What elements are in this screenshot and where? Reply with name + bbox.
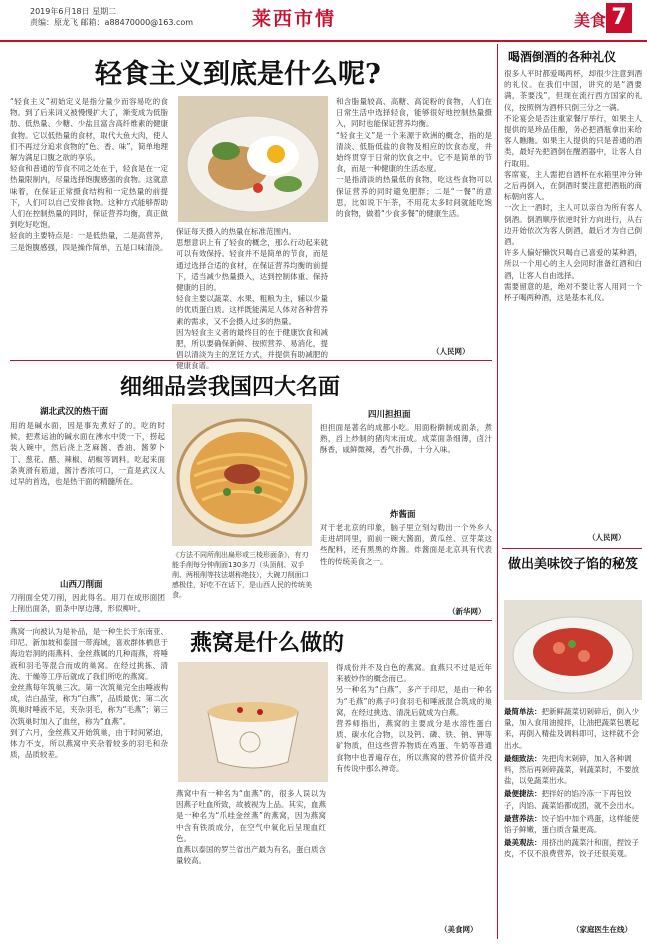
- article-body: 刀削面全凭刀削，因此得名。用刀在成形面团上削出面条，面条中厚边薄，形似柳叶。: [10, 593, 165, 614]
- column-divider: [497, 44, 498, 939]
- article-subheading: 四川担担面: [368, 410, 411, 420]
- birdsnest-photo: [178, 662, 328, 782]
- article-title: 细细品尝我国四大名面: [120, 374, 341, 400]
- section-name: 美食: [574, 11, 607, 30]
- sidebar-title: 喝酒倒酒的各种礼仪: [508, 50, 617, 64]
- article-subheading: 山西刀削面: [60, 580, 103, 590]
- issue-date: 2019年6月18日 星期二: [30, 7, 117, 16]
- tips-list: [504, 706, 642, 918]
- sidebar-body: 很多人平时都爱喝两杯，却很少注意到酒的礼仪。在我们中国，讲究的是“酒要满，茶要浅”，但现在流行西方国家的礼仪，按照例为酒杯只倒三分之一满。 不论宴会是否注重家餐厅举行，如果主人提供的是珍品佳酿，务必把酒瓶拿出来给客人瞧瞧。如果主人提供的只是普通的酒类，最好先把酒倒在醒酒器中，让客人自行取用。 客席宴，主人需把自酒杯在水箱里冲分钟之后再倒入，在倒酒时要注意把酒瓶的商标朝向客人。 一次上一酒时，主人可以亲自为所有客人倒酒。倒酒顺序依逆时针方向进行，从右边开始依次为客人倒酒，最后才为自己倒酒。 许多人偏好懒饮只喝自己喜爱的某种酒，所以一个用心的主人会同时准备红酒和白酒，让客人自由选择。 需要留意的是，绝对不要让客人用同一个杯子喝两种酒，这是基本礼仪。: [504, 69, 642, 303]
- tip-text: 先把肉末剁碎，加入各种调料，然后再剁碎蔬菜，剁蔬菜时，不要放盐，以免蔬菜出水。: [504, 753, 639, 786]
- sidebar-title: 做出美味饺子馅的秘笈: [508, 557, 639, 572]
- newspaper-logo: 莱西市情: [252, 8, 337, 30]
- section-divider: [10, 620, 492, 621]
- article-body: 燕窝一向被认为是补品，是一种生长于东南亚、印尼、新加坡和泰国一带海域，喜欢群体栖息于海边岩洞的雨燕科、金丝燕属的几种雨燕，将唾液和羽毛等混合而成的巢窝。在经过挑拣、清洗、干燥等工序后就成了我们所吃的燕窝。 金丝燕每年筑巢三次。第一次筑巢完全由唾液构成，洁白晶莹，称为“白燕”，品质最优；第二次筑巢时唾液不足，夹杂羽毛，称为“毛燕”；第三次筑巢时加入了血丝，称为“血燕”。 到了六月，金丝燕又开始筑巢，由于时间紧迫，体力不支，所以燕窝中夹杂着较多的羽毛和杂质，品质较差。: [10, 627, 168, 760]
- header-meta: [30, 6, 193, 28]
- sidebar-source: （人民网）: [588, 533, 626, 542]
- article-body: 燕窝中有一种名为“血燕”的，很多人误以为因燕子吐血所致，故被视为上品。其实，血燕是一种名为“爪哇金丝燕”的燕窝，因为燕窝中含有铁质成分，在空气中氧化后呈现血红色。 血燕以泰国的罗兰省出产最为有名，蛋白质含量较高。: [176, 789, 326, 866]
- article-body: 得成份并不及白色的燕窝。血燕只不过是近年来被炒作的概念而已。 另一种名为“白燕”，多产于印尼，是由一种名为“毛燕”的燕子叼食羽毛和唾液混合筑成的巢窝，在经过挑选、清洗后就成为白燕。 营养师指出，燕窝的主要成分是水溶性蛋白质、碳水化合物，以及钙、磷、铁、钠、钾等矿物质，但这些营养物质在鸡蛋、牛奶等普通食物中也普遍存在，所以燕窝的营养价值并没有传说中那么神奇。: [336, 663, 492, 773]
- article-source: （美食网）: [440, 925, 478, 934]
- tip-label: 最细致法：: [504, 753, 542, 763]
- tip-item: [504, 706, 642, 751]
- article-body: 保证每天摄入的热量在标准范围内。 思想意识上有了轻食的概念，那么行动起来就可以有效保持。轻食并不是简单的节食，而是通过选择合适的食材，在保证营养均衡的前提下，适当减少热量摄入，达到控制体重、保持健康的目的。 轻食主要以蔬菜、水果、粗粮为主，辅以少量的优质蛋白质。这样既能满足人体对各种营养素的需求，又不会摄入过多的热量。 因为轻食主义者的最终目的在于健康饮食和减肥，所以要确保新鲜、按照营养、易消化，提倡以清淡为主的烹饪方式，并提供有助减肥的健康食谱。: [176, 227, 328, 371]
- article-body: 用的是碱水面，因是事先煮好了的。吃的时候，把煮运油的碱水面在沸水中烫一下，捞起装入碗中，然后浇上芝麻酱、香油、酱萝卜丁、葱花、醋、辣椒、胡椒等调料。吃起来面条爽滑有筋道，酱汁香浓可口，一直是武汉人过早的首选，也是热干面的精髓所在。: [10, 421, 165, 487]
- photo-caption: 《方法不同所削出扁形或三棱形面条》，有刃能手削每分钟削面130多刀（头顶削、双手削、两根削等技法堪称绝技），大碗刀削面口感极佳，好吃不在话下，是山西人民的传统美食。: [172, 551, 312, 599]
- tip-text: 用挤出的蔬菜汁和面，捏饺子皮，不仅不浪费营养，饺子还很美观。: [504, 838, 639, 859]
- tip-label: 最美观法：: [504, 838, 542, 848]
- sidebar-divider: [502, 548, 642, 549]
- noodle-photo: [172, 404, 312, 546]
- article-source: （新华网）: [448, 607, 486, 616]
- tip-item: [504, 753, 642, 787]
- food-photo: [178, 96, 328, 222]
- tip-item: [504, 788, 642, 810]
- page-number: 7: [606, 3, 632, 33]
- tip-text: 饺子馅中加个鸡蛋，这样能使馅子鲜嫩，蛋白质含量更高。: [504, 813, 639, 835]
- article-body: 和含脂量较高、高糖、高淀粉的食物，人们在日常生活中选择轻食，能够很好地控制热量摄入，同时也能保证营养均衡。 “轻食主义”是一个来源于欧洲的概念，指的是清淡、低脂低盐的食物及相应的饮食态度，并始终贯穿于日常的饮食之中。它不是简单的节食，而是一种健康的生活态度。 一是指清淡的热量低的食物，吃这些食物可以保证营养的同时避免肥胖；二是“一餐”的意思，比如说下午茶，不用花太多时间就能吃饱的食物，做着“少食多餐”的健康生活。: [336, 97, 492, 219]
- tip-label: 最便捷法：: [504, 789, 542, 799]
- tip-text: 把新鲜蔬菜切剁碎后，倒入少量，加入食用油搅拌，让油把蔬菜包裹起来，再倒入精盐及调料即可，这样就不会出水。: [504, 707, 639, 750]
- article-source: （人民网）: [432, 347, 470, 356]
- article-body: 对于老北京的印象，脑子里立刻勾勒出一个外乡人走进胡同里，面前一碗大酱面，黄瓜丝、豆芽菜这些配料，还有黑黑的炸酱。炸酱面是北京具有代表性的传统美食之一。: [320, 523, 492, 566]
- editor-info: 责编：原龙飞 邮箱：a88470000@163.com: [30, 18, 194, 27]
- tip-label: 最营养法：: [504, 813, 542, 823]
- dumpling-photo: [504, 600, 642, 700]
- article-subheading: 湖北武汉的热干面: [40, 407, 109, 417]
- sidebar-source: （家庭医生在线）: [572, 925, 632, 934]
- article-body: “轻食主义”初始定义是指分量少而容易吃的食物。到了后来词义被慢慢扩大了，渐变成为低脂肪、低热量、少糖、少盐且富含高纤维素的健康食物。它以低热量的食材，取代大鱼大肉，使人们不再过分追求食物的“色、香、味”，简单地理解为满足口腹之欲的享乐。 轻食和普通的节食不同之处在于，轻食是在一定热量限制内，尽量选择饱腹感强的食物。这就意味着，在保证正常摄食结构和一定热量的前提下，人们可以自己安排食物。这种方式能够帮助人们在控制热量的同时，保证营养均衡，真正做到吃好吃饱。 轻食的主要特点是：一是低热量，二是高营养，三是饱腹感强，四是操作简单，五是口味清淡。: [10, 97, 168, 252]
- article-title: 轻食主义到底是什么呢?: [95, 59, 381, 90]
- page-header: [0, 0, 647, 42]
- article-title: 燕窝是什么做的: [190, 630, 345, 656]
- tip-label: 最简单法：: [504, 707, 542, 716]
- tip-item: [504, 813, 642, 835]
- tip-item: [504, 837, 642, 859]
- article-body: 担担面是著名的成都小吃。用面粉擀制成面条，煮熟，舀上炒制的猪肉末而成。成菜面条细薄，卤汁酥香，咸鲜微辣，香气扑鼻，十分入味。: [320, 423, 492, 455]
- tip-text: 把拌好的馅冷冻一下再包饺子，肉馅、蔬菜馅都成团，就不会出水。: [504, 789, 639, 810]
- article-subheading: 炸酱面: [390, 510, 416, 520]
